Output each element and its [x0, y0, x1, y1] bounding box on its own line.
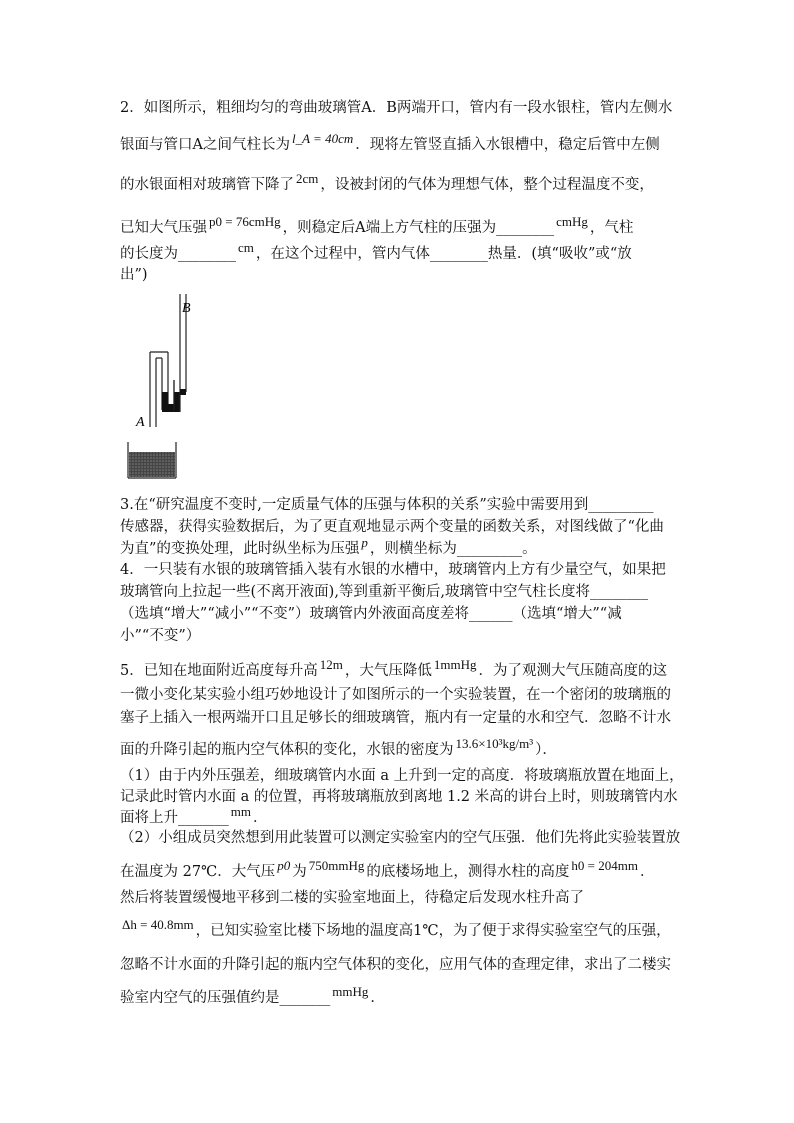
q4-line-4: 小”“不变”）: [120, 628, 201, 644]
math-p: p: [361, 535, 368, 550]
q3-line-3: 为直”的变换处理，此时纵坐标为压强 p ，则横坐标为_________。: [120, 535, 537, 557]
math-750: 750mmHg: [308, 858, 365, 873]
q5-line-9: 在温度为 27℃．大气压 p0 为 750mmHg 的底楼场地上，测得水柱的高度 h0 = 204mm ．: [120, 858, 655, 880]
q5-line-2: 一微小变化某实验小组巧妙地设计了如图所示的一个实验装置，在一个密闭的玻璃瓶的: [120, 687, 671, 703]
bent-tube-diagram: [120, 292, 240, 482]
q2-line-3: 的水银面相对玻璃管下降了 2cm ，设被封闭的气体为理想气体，整个过程温度不变，: [120, 171, 654, 193]
q5-line-8: （2）小组成员突然想到用此装置可以测定实验室内的空气压强．他们先将此实验装置放: [120, 830, 681, 846]
q4-line-2: 玻璃管向上拉起一些(不离开液面),等到重新平衡后,玻璃管中空气柱长度将________: [120, 584, 649, 600]
q3-line-1: 3.在“研究温度不变时,一定质量气体的压强与体积的关系”实验中需要用到_________: [120, 497, 654, 513]
q5-line-3: 塞子上插入一根两端开口且足够长的细玻璃管，瓶内有一定量的水和空气．忽略不计水: [120, 710, 671, 726]
q5-line-1: 5．已知在地面附近高度每升高 12m ，大气压降低 1mmHg ．为了观测大气压随高度的这: [120, 657, 667, 679]
math-h0: h0 = 204mm: [571, 858, 638, 873]
q5-line-5: （1）由于内外压强差，细玻璃管内水面 a 上升到一定的高度．将玻璃瓶放置在地面上，: [120, 768, 684, 784]
q2-line-1: 2．如图所示，粗细均匀的弯曲玻璃管A．B两端开口，管内有一段水银柱，管内左侧水: [120, 100, 673, 116]
math-2cm: 2cm: [296, 171, 319, 186]
q5-line-4: 面的升降引起的瓶内空气体积的变化，水银的密度为 13.6×10³kg/m³ ）．: [120, 736, 557, 758]
q4-line-3: （选填“增大”“减小”“不变”）玻璃管内外液面高度差将______（选填“增大”“减: [120, 606, 622, 622]
math-12m: 12m: [319, 657, 343, 672]
q2-line-5: 的长度为________ cm ，在这个过程中，管内气体________热量．(填“吸收”或“放: [120, 240, 632, 262]
math-cmhg: cmHg: [556, 214, 588, 229]
q5-line-6: 记录此时管内水面 a 的位置，再将玻璃瓶放到离地 1.2 米高的讲台上时，则玻璃管内水: [120, 789, 678, 805]
math-mmhg: mmHg: [332, 984, 369, 999]
math-cm: cm: [238, 240, 254, 255]
label-a: A: [136, 415, 145, 430]
mercury-column: [162, 392, 180, 412]
q5-line-12: 忽略不计水面的升降引起的瓶内空气体积的变化，应用气体的查理定律，求出了二楼实: [120, 957, 671, 973]
math-dh: Δh = 40.8mm: [122, 917, 194, 932]
math-la: l_A = 40cm: [291, 131, 354, 146]
label-b: B: [182, 301, 191, 316]
math-rho: 13.6×10³kg/m³: [455, 736, 534, 751]
q5-line-11: Δh = 40.8mm ，已知实验室比楼下场地的温度高1℃，为了便于求得实验室空气的压强，: [122, 917, 671, 939]
bent-tube-figure: [120, 292, 240, 482]
q2-line-4: 已知大气压强 p0 = 76cmHg ，则稳定后A端上方气柱的压强为________ cmHg ，气柱: [120, 214, 634, 236]
q4-line-1: 4．一只装有水银的玻璃管插入装有水银的水槽中，玻璃管内上方有少量空气，如果把: [120, 562, 666, 578]
q2-line-6: 出”): [120, 267, 148, 283]
math-mm: mm: [230, 804, 251, 819]
q3-line-2: 传感器，获得实验数据后，为了更直观地显示两个变量的函数关系，对图线做了“化曲: [120, 519, 664, 535]
q5-line-7: 面将上升_______ mm ．: [120, 804, 268, 826]
math-1mmhg: 1mmHg: [433, 657, 477, 672]
q5-line-13: 验室内空气的压强值约是_______ mmHg ．: [120, 984, 385, 1006]
math-p0b: p0: [277, 858, 291, 873]
q2-line-2: 银面与管口A之间气柱长为 l_A = 40cm ．现将左管竖直插入水银槽中，稳定后管中左侧: [120, 131, 660, 153]
math-p0: p0 = 76cmHg: [209, 214, 281, 229]
q5-line-10: 然后将装置缓慢地平移到二楼的实验室地面上，待稳定后发现水柱升高了: [120, 890, 584, 906]
